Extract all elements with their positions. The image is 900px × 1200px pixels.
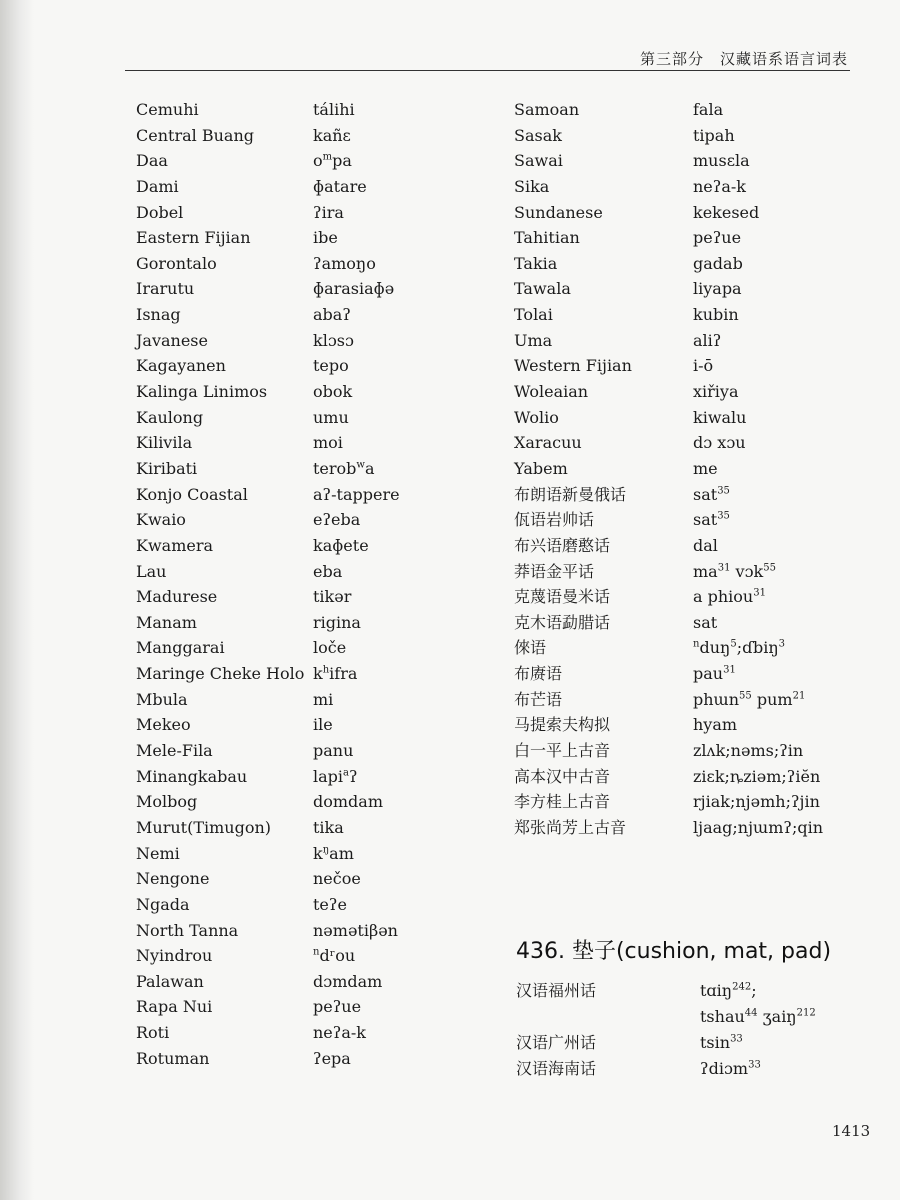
superscript: 31 — [753, 587, 766, 599]
language-name: Isnag — [136, 305, 181, 325]
word-form — [693, 533, 718, 559]
word-form — [313, 866, 361, 892]
word-form — [700, 978, 757, 1004]
word-part: zlʌk;nəms;ʔin — [693, 741, 804, 761]
word-form — [313, 841, 354, 867]
word-part: k — [313, 843, 323, 863]
word-part: terob — [313, 458, 357, 478]
word-form — [693, 559, 776, 585]
word-part: rjiak;njəmh;ʔjin — [693, 792, 820, 812]
word-part: eʔeba — [313, 510, 361, 530]
word-part: tika — [313, 817, 344, 837]
language-name: Eastern Fijian — [136, 228, 251, 248]
language-name: 克木语勐腊话 — [514, 612, 611, 632]
word-form — [313, 148, 352, 174]
word-form — [693, 738, 803, 764]
language-name: Konjo Coastal — [136, 484, 248, 504]
word-part: ma — [693, 561, 718, 581]
language-name: Nengone — [136, 869, 210, 889]
word-form — [693, 764, 820, 790]
language-name: Tolai — [514, 305, 553, 325]
language-name: Sika — [514, 176, 550, 196]
language-name: Irarutu — [136, 279, 195, 299]
language-name: 李方桂上古音 — [514, 792, 611, 812]
language-name: Manam — [136, 612, 197, 632]
word-part: hyam — [693, 715, 738, 735]
word-form — [700, 1030, 743, 1056]
language-name: Samoan — [514, 100, 580, 119]
word-form — [313, 764, 358, 790]
word-part: panu — [313, 741, 354, 761]
word-form — [313, 815, 344, 841]
language-name: Murut(Timugon) — [136, 817, 271, 837]
word-part: rigina — [313, 612, 361, 632]
language-name: Kiribati — [136, 458, 198, 478]
language-name: Western Fijian — [514, 356, 632, 376]
language-name: Mele-Fila — [136, 741, 213, 761]
word-part: kaɸete — [313, 535, 369, 555]
word-part: mi — [313, 689, 334, 709]
superscript: 35 — [717, 485, 730, 497]
page-number: 1413 — [832, 1122, 871, 1140]
word-part: am — [329, 843, 354, 863]
word-form — [313, 225, 338, 251]
language-name: Maringe Cheke Holo — [136, 664, 305, 684]
language-name: Wolio — [514, 407, 559, 427]
word-form — [313, 405, 349, 431]
word-part: i-ō — [693, 356, 714, 376]
superscript: n — [313, 946, 320, 958]
word-form — [313, 789, 383, 815]
word-part: pum — [751, 689, 793, 709]
word-form — [313, 994, 361, 1020]
word-part: tikər — [313, 587, 352, 607]
word-part: liyapa — [693, 279, 742, 299]
word-part: umu — [313, 407, 349, 427]
word-form — [313, 123, 351, 149]
word-part: o — [313, 151, 323, 171]
superscript: h — [322, 664, 330, 676]
language-name: Madurese — [136, 587, 218, 607]
superscript: 35 — [717, 510, 730, 522]
word-part: lapi — [313, 766, 344, 786]
word-form — [313, 1020, 366, 1046]
superscript: 55 — [739, 690, 752, 702]
language-name: 倈语 — [514, 638, 547, 658]
word-part: ʔira — [313, 202, 344, 222]
language-name: Palawan — [136, 971, 204, 991]
word-form — [700, 1004, 816, 1030]
superscript: ŋ — [322, 844, 330, 856]
language-name: Rotuman — [136, 1048, 210, 1068]
word-part: neʔa-k — [693, 176, 746, 196]
language-name: 汉语福州话 — [516, 981, 597, 1000]
superscript: 55 — [763, 562, 776, 574]
superscript: 212 — [796, 1007, 816, 1019]
word-form — [313, 456, 375, 482]
word-form — [313, 712, 333, 738]
word-part: tepo — [313, 356, 349, 376]
word-part: xiřiya — [693, 382, 739, 402]
word-form — [693, 430, 746, 456]
word-form — [693, 225, 741, 251]
language-name: Nyindrou — [136, 946, 213, 966]
word-part: aʔ-tappere — [313, 484, 400, 504]
word-part: duŋ — [699, 638, 731, 658]
word-form — [693, 482, 730, 508]
superscript: 33 — [748, 1059, 761, 1071]
section-title: 436. 垫子(cushion, mat, pad) — [516, 939, 832, 964]
word-part: tsin — [700, 1033, 731, 1052]
word-form — [693, 97, 723, 123]
word-part: eba — [313, 561, 343, 581]
word-form — [313, 738, 353, 764]
word-form — [693, 610, 717, 636]
language-name: Tawala — [514, 279, 571, 299]
word-form — [693, 174, 746, 200]
superscript: 5 — [730, 639, 737, 651]
word-form — [313, 584, 351, 610]
word-part: a phiou — [693, 587, 754, 607]
word-part: ʔamoŋo — [313, 253, 376, 273]
language-name: 克蔑语曼米话 — [514, 587, 611, 607]
word-part: loče — [313, 638, 347, 658]
word-part: peʔue — [693, 228, 742, 248]
word-part: musɛla — [693, 151, 750, 171]
word-part: dʳou — [319, 946, 356, 966]
language-name: Molbog — [136, 792, 198, 812]
language-name: Central Buang — [136, 125, 254, 145]
language-name: Nemi — [136, 843, 180, 863]
word-part: neʔa-k — [313, 1023, 366, 1043]
word-part: abaʔ — [313, 305, 351, 325]
language-name: Takia — [514, 253, 558, 273]
word-form — [693, 635, 785, 661]
word-form — [693, 712, 737, 738]
language-name: 高本汉中古音 — [514, 766, 611, 786]
word-form — [313, 661, 357, 687]
word-part: tshau — [700, 1007, 745, 1026]
word-part: tɑiŋ — [700, 981, 733, 1000]
word-part: fala — [693, 100, 724, 119]
word-part: pa — [332, 151, 352, 171]
word-form — [693, 584, 766, 610]
language-name: Kwamera — [136, 535, 214, 555]
language-name: 白一平上古音 — [514, 741, 611, 761]
word-form — [693, 687, 805, 713]
language-name: 佤语岩帅话 — [514, 510, 595, 530]
word-part: a — [364, 458, 375, 478]
superscript: m — [322, 151, 333, 163]
language-name: Lau — [136, 561, 167, 581]
language-name: Gorontalo — [136, 253, 217, 273]
word-form — [693, 148, 750, 174]
language-name: Kaulong — [136, 407, 204, 427]
word-part: ;ɗbiŋ — [736, 638, 779, 658]
language-name: 汉语广州话 — [516, 1033, 597, 1052]
word-part: vɔk — [730, 561, 764, 581]
language-name: Dobel — [136, 202, 184, 222]
word-form — [693, 302, 739, 328]
word-form — [313, 943, 355, 969]
word-part: obok — [313, 382, 353, 402]
superscript: 242 — [732, 981, 752, 993]
word-form — [313, 430, 343, 456]
word-form — [693, 328, 721, 354]
superscript: 31 — [723, 664, 736, 676]
superscript: a — [343, 767, 349, 779]
superscript: 31 — [717, 562, 731, 574]
language-name: Daa — [136, 151, 168, 171]
word-form — [313, 276, 394, 302]
word-part: moi — [313, 433, 343, 453]
word-form — [313, 918, 398, 944]
superscript: 44 — [744, 1007, 758, 1019]
language-name: North Tanna — [136, 920, 239, 940]
language-name: Sundanese — [514, 202, 603, 222]
word-part: nečoe — [313, 869, 361, 889]
language-name: Uma — [514, 330, 553, 350]
word-form — [693, 789, 820, 815]
word-form — [313, 610, 361, 636]
word-part: ljaag;njɯmʔ;qin — [693, 817, 824, 837]
language-name: Sawai — [514, 151, 563, 171]
word-form — [313, 482, 400, 508]
language-name: Kalinga Linimos — [136, 382, 268, 402]
language-name: Minangkabau — [136, 766, 248, 786]
language-name: Sasak — [514, 125, 562, 145]
word-part: sat — [693, 612, 718, 632]
word-form — [693, 456, 718, 482]
word-part: sat — [693, 510, 718, 530]
language-name: Rapa Nui — [136, 997, 213, 1017]
word-form — [693, 661, 736, 687]
superscript: 33 — [730, 1033, 743, 1045]
word-form — [693, 200, 759, 226]
language-name: Tahitian — [514, 228, 580, 248]
word-form — [313, 687, 333, 713]
language-name: Kwaio — [136, 510, 186, 530]
word-part: ɸarasiaɸə — [313, 279, 395, 299]
superscript: n — [693, 639, 700, 651]
language-name: Ngada — [136, 894, 190, 914]
word-part: kañɛ — [313, 125, 351, 145]
word-form — [313, 328, 354, 354]
word-form — [313, 533, 369, 559]
word-part: nəmətiβən — [313, 920, 398, 940]
language-name: 郑张尚芳上古音 — [514, 817, 627, 837]
word-form — [313, 559, 342, 585]
word-part: phɯn — [693, 689, 740, 709]
word-part: tálihi — [313, 100, 355, 119]
word-part: me — [693, 458, 718, 478]
language-name: Xaracuu — [514, 433, 582, 453]
word-part: ile — [313, 715, 333, 735]
word-part: kubin — [693, 305, 739, 325]
word-form — [313, 174, 367, 200]
word-form — [313, 302, 351, 328]
word-form — [313, 379, 352, 405]
word-part: gadab — [693, 253, 743, 273]
word-form — [693, 405, 746, 431]
language-name: 布兴语磨憨话 — [514, 535, 611, 555]
language-name: Cemuhi — [136, 100, 199, 119]
word-form — [313, 353, 349, 379]
word-part: ʔdiɔm — [700, 1059, 749, 1078]
word-form — [693, 379, 738, 405]
language-name: Woleaian — [514, 382, 589, 402]
language-name: 布朗语新曼俄话 — [514, 484, 627, 504]
word-part: ʒaiŋ — [757, 1007, 797, 1026]
language-name: Kilivila — [136, 433, 193, 453]
language-name: 布赓语 — [514, 664, 563, 684]
word-part: peʔue — [313, 997, 362, 1017]
word-form — [313, 892, 347, 918]
word-part: tipah — [693, 125, 735, 145]
word-part: ibe — [313, 228, 338, 248]
word-part: aliʔ — [693, 330, 722, 350]
word-part: ifra — [329, 664, 358, 684]
word-part: klɔsɔ — [313, 330, 354, 350]
language-name: Dami — [136, 176, 179, 196]
word-part: k — [313, 664, 323, 684]
word-part: domdam — [313, 792, 383, 812]
word-form — [693, 507, 730, 533]
word-part: pau — [693, 664, 724, 684]
word-form — [313, 969, 382, 995]
language-name: 汉语海南话 — [516, 1059, 597, 1078]
word-form — [313, 635, 346, 661]
language-name: Manggarai — [136, 638, 225, 658]
word-form — [313, 97, 355, 123]
language-name: 布芒语 — [514, 689, 563, 709]
language-name: Mekeo — [136, 715, 191, 735]
word-part: ziɛk;ȵziəm;ʔiĕn — [693, 766, 821, 786]
word-form — [693, 276, 742, 302]
word-form — [313, 507, 360, 533]
superscript: 3 — [778, 639, 786, 651]
running-header: 第三部分 汉藏语系语言词表 — [639, 50, 848, 68]
word-part: sat — [693, 484, 718, 504]
word-part: dɔmdam — [313, 971, 383, 991]
word-form — [693, 251, 743, 277]
header-rule — [125, 70, 850, 71]
language-name: 马提索夫构拟 — [514, 715, 611, 735]
word-part: kiwalu — [693, 407, 747, 427]
word-form — [693, 353, 713, 379]
word-part: kekesed — [693, 202, 760, 222]
book-spine-shadow — [0, 0, 34, 1200]
superscript: w — [356, 459, 365, 471]
word-part: ; — [751, 981, 757, 1000]
word-part: teʔe — [313, 894, 347, 914]
word-form — [313, 251, 376, 277]
language-name: 莽语金平话 — [514, 561, 595, 581]
word-part: dal — [693, 535, 718, 555]
word-part: dɔ xɔu — [693, 433, 746, 453]
word-form — [313, 200, 344, 226]
language-name: Mbula — [136, 689, 188, 709]
word-part: ʔ — [348, 766, 358, 786]
word-form — [693, 815, 823, 841]
word-form — [313, 1046, 351, 1072]
word-part: ɸatare — [313, 176, 367, 196]
language-name: Roti — [136, 1023, 170, 1043]
word-form — [700, 1056, 761, 1082]
superscript: 21 — [792, 690, 806, 702]
word-part: ʔepa — [313, 1048, 351, 1068]
word-form — [693, 123, 735, 149]
language-name: Javanese — [136, 330, 208, 350]
language-name: Yabem — [514, 458, 568, 478]
language-name: Kagayanen — [136, 356, 226, 376]
